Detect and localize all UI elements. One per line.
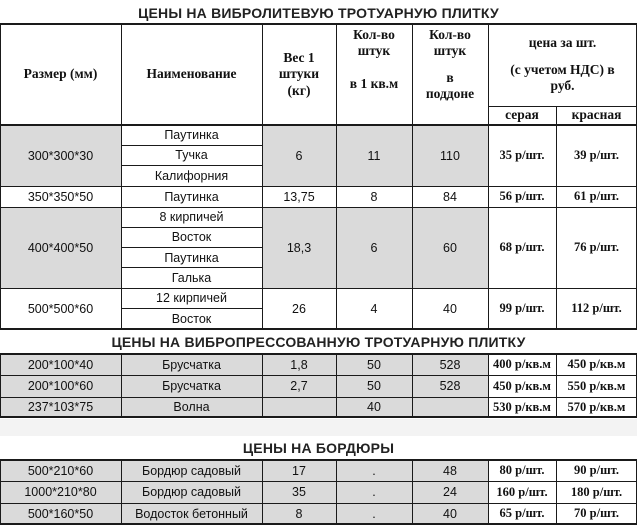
header-weight-line: штуки — [278, 66, 320, 82]
header-red: красная — [571, 107, 622, 123]
name-cell: Восток — [171, 230, 212, 245]
per-pallet-cell: 40 — [412, 503, 488, 524]
per-pallet-cell: 48 — [412, 460, 488, 481]
price-grey-cell: 80 р/шт. — [499, 463, 545, 477]
grid-line — [121, 165, 262, 166]
per-m2-cell: 8 — [370, 189, 378, 204]
name-cell: 8 кирпичей — [159, 210, 224, 225]
price-grey-cell: 35 р/шт. — [499, 148, 545, 162]
name-cell: Водосток бетонный — [121, 503, 262, 524]
weight-cell — [262, 397, 336, 417]
name-cell: 12 кирпичей — [156, 291, 227, 306]
grid-line — [0, 328, 637, 330]
header-weight-line: Вес 1 — [283, 49, 315, 65]
name-cell: Волна — [121, 397, 262, 417]
grid-line — [336, 460, 337, 524]
header-per-m2-line: в 1 кв.м — [349, 75, 399, 91]
name-cell: Калифорния — [154, 168, 229, 183]
price-grey-cell: 56 р/шт. — [499, 189, 545, 203]
section-title: ЦЕНЫ НА ВИБРОЛИТЕВУЮ ТРОТУАРНУЮ ПЛИТКУ — [138, 5, 499, 21]
per-pallet-cell — [412, 397, 488, 417]
price-grey-cell: 65 р/шт. — [499, 506, 545, 520]
price-red-cell: 550 р/кв.м — [567, 378, 626, 393]
weight-cell: 35 — [262, 481, 336, 503]
price-grey-cell: 400 р/кв.м — [493, 357, 551, 371]
header-weight-line: (кг) — [287, 82, 311, 98]
header-name-line: Наименование — [146, 66, 237, 82]
grid-line — [0, 23, 637, 25]
header-per-pallet-line: поддоне — [425, 86, 475, 102]
grid-line — [262, 460, 263, 524]
grid-line — [121, 145, 262, 146]
grid-line — [488, 354, 489, 417]
grid-line — [556, 106, 557, 329]
price-grey-cell: 99 р/шт. — [499, 301, 545, 315]
per-m2-cell: 50 — [336, 375, 412, 397]
weight-cell: 26 — [292, 301, 306, 316]
header-price-line: руб. — [550, 78, 575, 94]
grid-line — [121, 227, 262, 228]
grid-line — [336, 24, 337, 329]
header-weight — [262, 24, 336, 125]
header-per-pallet-line: штук — [433, 43, 467, 59]
header-per-pallet-line: в — [446, 69, 454, 85]
grid-line — [336, 354, 337, 417]
per-m2-cell: 11 — [336, 125, 412, 186]
per-m2-cell: 6 — [336, 207, 412, 288]
name-cell: Бордюр садовый — [121, 460, 262, 481]
per-pallet-cell: 110 — [412, 125, 488, 186]
grid-line — [556, 354, 557, 417]
spacer-row — [0, 419, 637, 436]
price-red-cell: 76 р/шт. — [574, 240, 619, 254]
grid-line — [488, 460, 489, 524]
grid-line — [0, 397, 637, 398]
header-size — [0, 24, 121, 125]
header-per-m2-line: Кол-во — [353, 27, 395, 42]
grid-line — [0, 375, 637, 376]
header-per-pallet-line: Кол-во — [429, 27, 471, 42]
price-grey-cell: 160 р/шт. — [496, 484, 548, 499]
size-cell: 300*300*30 — [0, 125, 121, 186]
header-per-pallet — [412, 24, 488, 125]
grid-line — [0, 124, 637, 126]
grid-line — [0, 353, 637, 355]
weight-cell: 17 — [262, 460, 336, 481]
per-m2-cell: 4 — [370, 301, 378, 316]
name-cell: Брусчатка — [121, 375, 262, 397]
grid-line — [121, 308, 262, 309]
grid-line — [0, 288, 637, 289]
per-m2-cell: 40 — [336, 397, 412, 417]
per-m2-cell: . — [336, 460, 412, 481]
price-grey-cell: 530 р/кв.м — [493, 399, 551, 414]
header-name — [121, 24, 262, 125]
per-pallet-cell: 84 — [443, 189, 457, 204]
name-cell: Паутинка — [164, 189, 219, 204]
weight-cell: 18,3 — [262, 207, 336, 288]
header-per-m2 — [336, 24, 412, 125]
grid-line — [0, 354, 1, 417]
header-price-line: (с учетом НДС) в — [510, 61, 615, 77]
price-red-cell: 450 р/кв.м — [567, 357, 626, 371]
grid-line — [262, 354, 263, 417]
price-red-cell: 570 р/кв.м — [567, 399, 626, 414]
size-cell: 500*500*60 — [27, 301, 94, 316]
price-red-cell: 112 р/шт. — [571, 301, 622, 315]
grid-line — [121, 354, 122, 417]
per-pallet-cell: 40 — [443, 301, 457, 316]
grid-line — [488, 24, 489, 329]
size-cell: 200*100*40 — [0, 354, 121, 375]
grid-line — [0, 503, 637, 504]
name-cell: Паутинка — [164, 250, 219, 265]
size-cell: 237*103*75 — [0, 397, 121, 417]
price-red-cell: 180 р/шт. — [570, 484, 623, 499]
grid-line — [0, 24, 1, 329]
size-cell: 1000*210*80 — [0, 481, 121, 503]
grid-line — [121, 24, 122, 329]
grid-line — [556, 460, 557, 524]
name-cell: Паутинка — [164, 128, 219, 143]
weight-cell: 1,8 — [262, 354, 336, 375]
section-title: ЦЕНЫ НА БОРДЮРЫ — [242, 440, 395, 456]
per-m2-cell: . — [336, 481, 412, 503]
header-per-m2-line: штук — [357, 43, 391, 59]
per-pallet-cell: 60 — [412, 207, 488, 288]
grid-line — [121, 267, 262, 268]
grid-line — [0, 186, 637, 187]
weight-cell: 13,75 — [283, 189, 315, 204]
price-red-cell: 90 р/шт. — [574, 463, 619, 477]
grid-line — [262, 24, 263, 329]
weight-cell: 2,7 — [262, 375, 336, 397]
grid-line — [488, 106, 637, 107]
grid-line — [412, 24, 413, 329]
size-cell: 200*100*60 — [0, 375, 121, 397]
header-price-line: цена за шт. — [528, 35, 597, 51]
per-m2-cell: . — [336, 503, 412, 524]
grid-line — [0, 459, 637, 461]
price-red-cell: 61 р/шт. — [574, 189, 619, 203]
size-cell: 500*160*50 — [0, 503, 121, 524]
header-grey: серая — [505, 107, 539, 123]
weight-cell: 6 — [262, 125, 336, 186]
per-pallet-cell: 24 — [412, 481, 488, 503]
header-price — [488, 24, 637, 106]
price-grey-cell: 450 р/кв.м — [493, 378, 551, 393]
grid-line — [0, 416, 637, 418]
per-pallet-cell: 528 — [412, 375, 488, 397]
price-grey-cell: 68 р/шт. — [499, 240, 545, 254]
grid-line — [0, 460, 1, 524]
size-cell: 500*210*60 — [0, 460, 121, 481]
header-size-line: Размер (мм) — [23, 66, 98, 82]
weight-cell: 8 — [262, 503, 336, 524]
per-m2-cell: 50 — [336, 354, 412, 375]
grid-line — [412, 354, 413, 417]
grid-line — [121, 247, 262, 248]
grid-line — [121, 460, 122, 524]
per-pallet-cell: 528 — [412, 354, 488, 375]
price-red-cell: 70 р/шт. — [574, 506, 619, 520]
grid-line — [0, 207, 637, 208]
name-cell: Брусчатка — [121, 354, 262, 375]
name-cell: Галька — [171, 270, 212, 285]
size-cell: 400*400*50 — [0, 207, 121, 288]
size-cell: 350*350*50 — [27, 189, 94, 204]
price-red-cell: 39 р/шт. — [574, 148, 619, 162]
name-cell: Восток — [171, 311, 212, 326]
grid-line — [412, 460, 413, 524]
name-cell: Бордюр садовый — [121, 481, 262, 503]
name-cell: Тучка — [175, 148, 208, 163]
grid-line — [0, 481, 637, 482]
section-title: ЦЕНЫ НА ВИБРОПРЕССОВАННУЮ ТРОТУАРНУЮ ПЛИТКУ — [111, 334, 526, 350]
